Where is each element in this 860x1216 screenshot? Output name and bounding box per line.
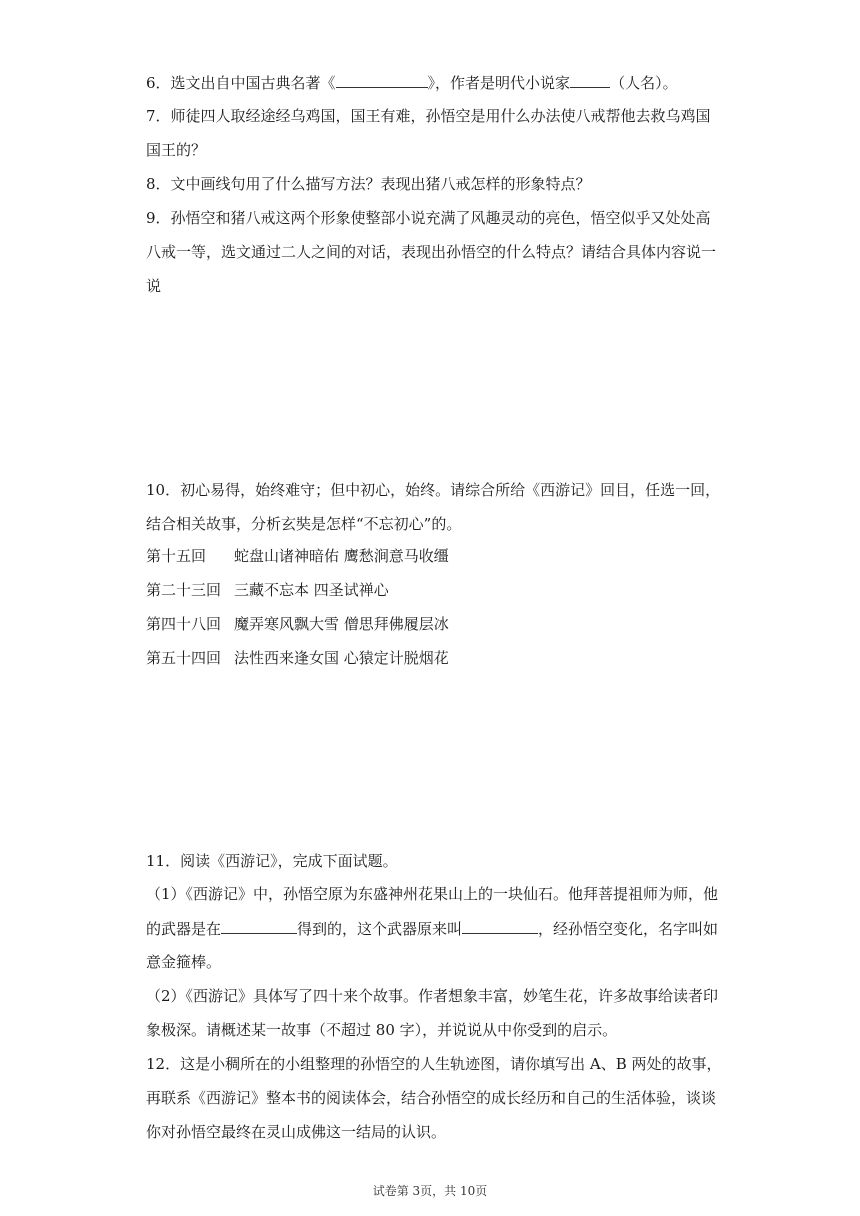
chapter-number: 第四十八回 <box>146 615 222 633</box>
chapter-number: 第十五回 <box>146 547 207 565</box>
question-6 <box>146 72 760 93</box>
chapter-number: 第二十三回 <box>146 581 222 599</box>
question-9-line-2: 八戒一等，选文通过二人之间的对话，表现出孙悟空的什么特点？请结合具体内容说一 <box>146 243 717 261</box>
q6-blank-author[interactable] <box>570 72 610 88</box>
question-10-line-1: 10．初心易得，始终难守；但中初心，始终。请综合所给《西游记》回目，任选一回， <box>146 481 721 499</box>
q11-blank-place[interactable] <box>221 918 297 934</box>
q6-blank-book[interactable] <box>336 72 428 88</box>
chapter-title: 魔弄寒风飘大雪 僧思拜佛履层冰 <box>234 615 449 633</box>
q11-text-c: ，经孙悟空变化，名字叫如 <box>538 920 719 938</box>
question-9-line-3: 说 <box>146 277 162 295</box>
question-10-line-2: 结合相关故事，分析玄奘是怎样“不忘初心”的。 <box>146 515 462 533</box>
question-9-line-1: 9．孙悟空和猪八戒这两个形象使整部小说充满了风趣灵动的亮色，悟空似乎又处处高 <box>146 209 711 227</box>
chapter-title: 法性西来逢女国 心猿定计脱烟花 <box>234 649 449 667</box>
question-12-line-1: 12．这是小稠所在的小组整理的孙悟空的人生轨迹图，请你填写出 A、B 两处的故事， <box>146 1055 722 1073</box>
q6-text-a: 6．选文出自中国古典名著《 <box>146 74 336 92</box>
q11-text-a: 的武器是在 <box>146 920 222 938</box>
chapter-number: 第五十四回 <box>146 649 222 667</box>
page-footer: 试卷第 3页，共 10页 <box>372 1184 488 1198</box>
chapter-item <box>146 648 760 668</box>
question-11-part-1-line-1: （1）《西游记》中，孙悟空原为东盛神州花果山上的一块仙石。他拜菩提祖师为师，他 <box>146 885 719 903</box>
chapter-title: 蛇盘山诸神暗佑 鹰愁涧意马收缰 <box>234 547 449 565</box>
question-11-part-1-line-2 <box>146 918 760 939</box>
q6-text-c: （人名）。 <box>610 74 678 92</box>
question-12-line-3: 你对孙悟空最终在灵山成佛这一结局的认识。 <box>146 1123 447 1141</box>
question-11-part-2-line-1: （2）《西游记》具体写了四十来个故事。作者想象丰富，妙笔生花，许多故事给读者印 <box>146 987 719 1005</box>
question-11-part-2-line-2: 象极深。请概述某一故事（不超过 80 字），并说说从中你受到的启示。 <box>146 1021 618 1039</box>
q11-blank-weapon-name[interactable] <box>462 918 538 934</box>
chapter-item <box>146 546 760 566</box>
question-7-line-2: 国王的？ <box>146 141 207 159</box>
chapter-title: 三藏不忘本 四圣试禅心 <box>234 581 389 599</box>
question-11-heading: 11．阅读《西游记》，完成下面试题。 <box>146 852 398 870</box>
question-12-line-2: 再联系《西游记》整本书的阅读体会，结合孙悟空的成长经历和自己的生活体验，谈谈 <box>146 1089 717 1107</box>
chapter-item <box>146 614 760 634</box>
question-7-line-1: 7．师徒四人取经途经乌鸡国，国王有难，孙悟空是用什么办法使八戒帮他去救乌鸡国 <box>146 107 711 125</box>
chapter-item <box>146 580 760 600</box>
question-11-part-1-line-3: 意金箍棒。 <box>146 953 222 971</box>
q11-text-b: 得到的，这个武器原来叫 <box>297 920 463 938</box>
q6-text-b: 》，作者是明代小说家 <box>427 74 571 92</box>
question-8: 8．文中画线句用了什么描写方法？表现出猪八戒怎样的形象特点？ <box>146 175 591 193</box>
